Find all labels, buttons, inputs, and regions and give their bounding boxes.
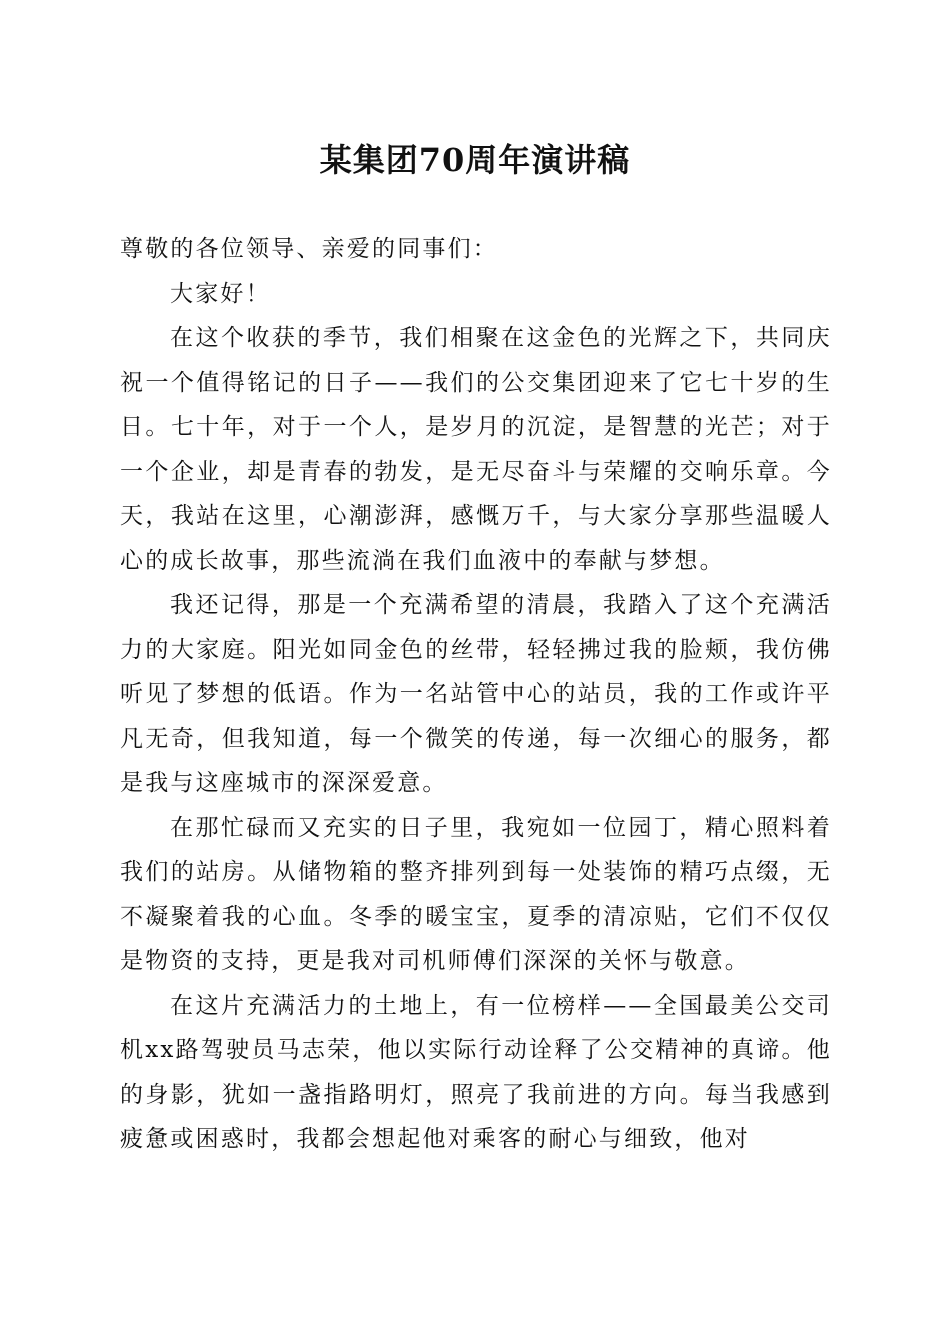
document-title: 某集团70周年演讲稿 (319, 141, 631, 179)
salutation: 尊敬的各位领导、亲爱的同事们： (120, 236, 498, 262)
document-body (120, 227, 832, 1162)
paragraph: 在这片充满活力的土地上，有一位榜样——全国最美公交司机xx路驾驶员马志荣，他以实际行动诠释了公交精神的真谛。他的身影，犹如一盏指路明灯，照亮了我前进的方向。每当我感到疲惫或困惑时，我都会想起他对乘客的耐心与细致，他对 (120, 992, 832, 1152)
paragraph: 在这个收获的季节，我们相聚在这金色的光辉之下，共同庆祝一个值得铭记的日子——我们的公交集团迎来了它七十岁的生日。七十年，对于一个人，是岁月的沉淀，是智慧的光芒；对于一个企业，却是青春的勃发，是无尽奋斗与荣耀的交响乐章。今天，我站在这里，心潮澎湃，感慨万千，与大家分享那些温暖人心的成长故事，那些流淌在我们血液中的奉献与梦想。 (120, 325, 832, 574)
paragraph-greeting: 大家好！ (170, 280, 271, 307)
paragraph: 在那忙碌而又充实的日子里，我宛如一位园丁，精心照料着我们的站房。从储物箱的整齐排列到每一处装饰的精巧点缀，无不凝聚着我的心血。冬季的暖宝宝，夏季的清凉贴，它们不仅仅是物资的支持，更是我对司机师傅们深深的关怀与敬意。 (120, 814, 832, 974)
paragraph: 我还记得，那是一个充满希望的清晨，我踏入了这个充满活力的大家庭。阳光如同金色的丝带，轻轻拂过我的脸颊，我仿佛听见了梦想的低语。作为一名站管中心的站员，我的工作或许平凡无奇，但我知道，每一个微笑的传递，每一次细心的服务，都是我与这座城市的深深爱意。 (120, 592, 832, 796)
